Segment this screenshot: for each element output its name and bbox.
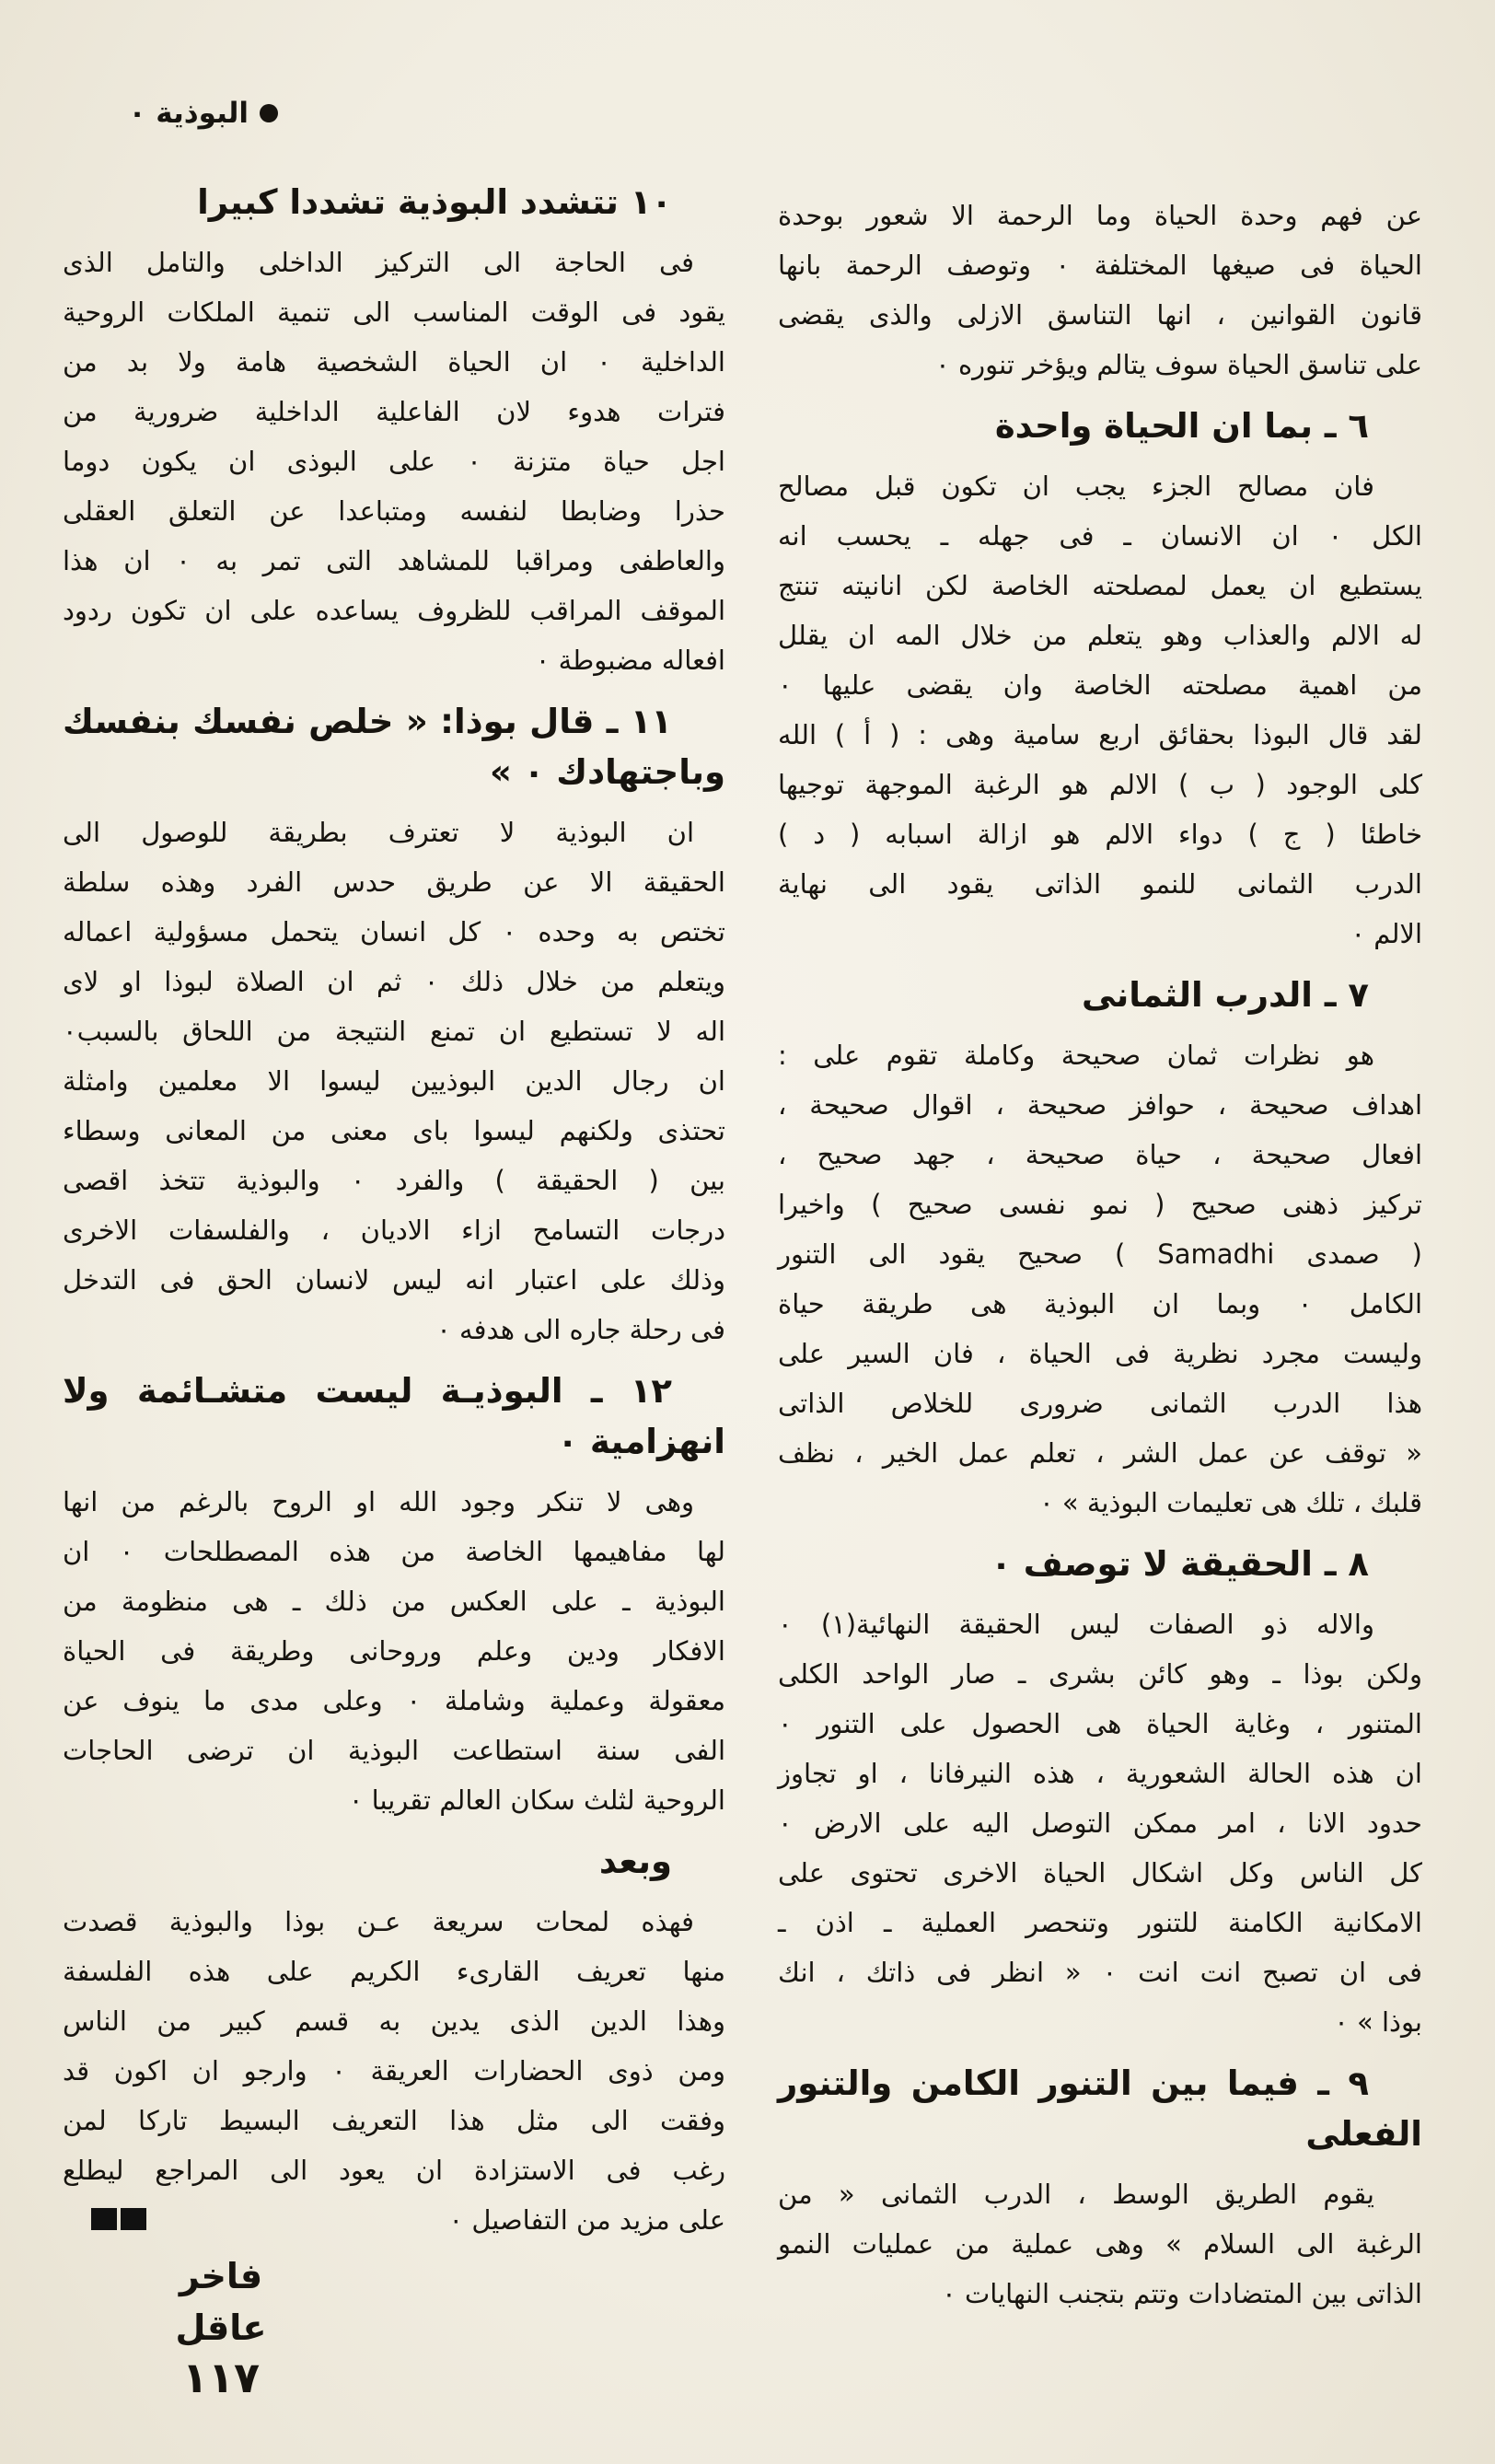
- paragraph: [778, 461, 1422, 959]
- text-line: هذا الدرب الثمانى ضرورى للخلاص الذاتى: [778, 1388, 1422, 1419]
- text-line: يقود فى الوقت المناسب الى تنمية الملكات الروحية: [63, 296, 725, 328]
- heading-line: ٧ ـ الدرب الثمانى: [1081, 974, 1369, 1015]
- heading-line: ٩ ـ فيما بين التنور الكامن والتنور: [778, 2063, 1369, 2103]
- text-line: بوذا » ٠: [1334, 2006, 1422, 2038]
- text-line: ويتعلم من خلال ذلك ٠ ثم ان الصلاة لبوذا او لاى: [63, 966, 725, 997]
- text-line: معقولة وعملية وشاملة ٠ وعلى مدى ما ينوف عن: [63, 1685, 725, 1716]
- section-heading: [778, 970, 1422, 1020]
- text-line: الامكانية الكامنة للتنور وتنحصر العملية ـ اذن ـ: [778, 1907, 1422, 1938]
- section-heading: [63, 1836, 725, 1887]
- text-line: يقوم الطريق الوسط ، الدرب الثمانى « من: [778, 2179, 1374, 2210]
- text-line: وهى لا تنكر وجود الله او الروح بالرغم من انها: [63, 1486, 694, 1517]
- text-line: الرغبة الى السلام » وهى عملية من عمليات النمو: [778, 2228, 1422, 2260]
- paragraph: [778, 2169, 1422, 2319]
- text-line: فى رحلة جاره الى هدفه ٠: [436, 1314, 725, 1345]
- section-heading: [63, 696, 725, 797]
- text-line: الموقف المراقب للظروف يساعده على ان تكون ردود: [63, 595, 725, 626]
- text-line: « توقف عن عمل الشر ، تعلم عمل الخير ، نظف: [778, 1437, 1422, 1469]
- heading-line: ١٢ ـ البوذيـة ليست متشـائمة ولا: [63, 1370, 672, 1411]
- text-line: ( صمدى Samadhi ) صحيح يقود الى التنور: [778, 1238, 1422, 1270]
- end-mark-icon: [91, 2208, 146, 2230]
- text-line: على تناسق الحياة سوف يتالم ويؤخر تنوره ٠: [935, 349, 1422, 380]
- text-line: رغب فى الاستزادة ان يعود الى المراجع ليطلع: [63, 2155, 725, 2186]
- text-line: كل الناس وكل اشكال الحياة الاخرى تحتوى على: [778, 1857, 1422, 1889]
- text-line: الافكار ودين وعلم وروحانى وطريقة فى الحياة: [63, 1635, 725, 1667]
- end-mark-square: [91, 2208, 117, 2230]
- section-heading: [63, 1366, 725, 1467]
- paragraph: [63, 808, 725, 1354]
- text-line: ان رجال الدين البوذيين ليسوا الا معلمين وامثلة: [63, 1065, 725, 1097]
- text-line: ومن ذوى الحضارات العريقة ٠ وارجو ان اكون قد: [63, 2055, 725, 2086]
- running-head: [85, 92, 278, 134]
- text-line: تختص به وحده ٠ كل انسان يتحمل مسؤولية اعماله: [63, 916, 725, 947]
- text-line: تركيز ذهنى صحيح ( نمو نفسى صحيح ) واخيرا: [778, 1189, 1422, 1220]
- text-line: من اهمية مصلحته الخاصة وان يقضى عليها ٠: [778, 669, 1422, 701]
- text-line: هو نظرات ثمان صحيحة وكاملة تقوم على :: [778, 1040, 1374, 1071]
- text-line: فترات هدوء لان الفاعلية الداخلية ضرورية من: [63, 396, 725, 427]
- heading-line: ٨ ـ الحقيقة لا توصف ٠: [991, 1543, 1369, 1584]
- text-line: ان هذه الحالة الشعورية ، هذه النيرفانا ، او تجاوز: [778, 1758, 1422, 1789]
- heading-line: الفعلى: [1305, 2113, 1422, 2154]
- text-line: منها تعريف القارىء الكريم على هذه الفلسفة: [63, 1956, 725, 1987]
- text-line: ولكن بوذا ـ وهو كائن بشرى ـ صار الواحد الكلى: [778, 1658, 1422, 1690]
- text-line: فهذه لمحات سريعة عـن بوذا والبوذية قصدت: [63, 1906, 694, 1937]
- left-column: [63, 166, 725, 2245]
- text-line: كلى الوجود ( ب ) الالم هو الرغبة الموجهة توجيها: [778, 769, 1422, 800]
- text-line: لها مفاهيمها الخاصة من هذه المصطلحات ٠ ان: [63, 1536, 725, 1567]
- page-number: ١١٧: [181, 2353, 261, 2402]
- paragraph: [778, 1030, 1422, 1528]
- author-signature: فاخر عاقل: [175, 2256, 267, 2348]
- paragraph: [778, 191, 1422, 389]
- end-mark-square: [121, 2208, 146, 2230]
- text-line: البوذية ـ على العكس من ذلك ـ هى منظومة من: [63, 1586, 725, 1617]
- section-heading: [778, 1539, 1422, 1589]
- text-line: خاطئا ( ج ) دواء الالم هو ازالة اسبابه ( د ): [778, 819, 1422, 850]
- section-heading: [63, 177, 725, 227]
- text-line: الكل ٠ ان الانسان ـ فى جهله ـ يحسب انه: [778, 520, 1422, 552]
- paragraph: [63, 1477, 725, 1825]
- text-line: الذاتى بين المتضادات وتتم بتجنب النهايات ٠: [942, 2278, 1422, 2309]
- paragraph: [778, 1599, 1422, 2047]
- text-line: افعال صحيحة ، حياة صحيحة ، جهد صحيح ،: [778, 1139, 1422, 1170]
- text-line: والاله ذو الصفات ليس الحقيقة النهائية(١) ٠: [778, 1609, 1374, 1640]
- heading-line: ١٠ تتشدد البوذية تشددا كبيرا: [197, 181, 672, 222]
- text-line: عن فهم وحدة الحياة وما الرحمة الا شعور بوحدة: [778, 200, 1422, 231]
- text-line: اهداف صحيحة ، حوافز صحيحة ، اقوال صحيحة ،: [778, 1089, 1422, 1121]
- section-heading: [778, 401, 1422, 451]
- text-line: الفى سنة استطاعت البوذية ان ترضى الحاجات: [63, 1735, 725, 1766]
- text-line: تحتذى ولكنهم ليسوا باى معنى من المعانى وسطاء: [63, 1115, 725, 1146]
- text-line: الدرب الثمانى للنمو الذاتى يقود الى نهاية: [778, 868, 1422, 900]
- heading-line: وباجتهادك ٠ »: [489, 751, 725, 792]
- heading-line: انهزامية ٠: [557, 1421, 725, 1461]
- text-line: المتنور ، وغاية الحياة هى الحصول على التنور ٠: [778, 1708, 1422, 1739]
- text-line: وليست مجرد نظرية فى الحياة ، فان السير على: [778, 1338, 1422, 1369]
- text-line: الروحية لثلث سكان العالم تقريبا ٠: [348, 1784, 725, 1816]
- right-column: [778, 191, 1422, 2319]
- text-line: له الالم والعذاب وهو يتعلم من خلال المه ان يقلل: [778, 620, 1422, 651]
- text-line: افعاله مضبوطة ٠: [535, 645, 725, 676]
- bullet-icon: [260, 104, 278, 122]
- text-line: اله لا تستطيع ان تمنع النتيجة من اللحاق بالسبب٠: [63, 1016, 725, 1047]
- text-line: يستطيع ان يعمل لمصلحته الخاصة لكن انانيته تنتج: [778, 570, 1422, 601]
- text-line: فى الحاجة الى التركيز الداخلى والتامل الذى: [63, 247, 694, 278]
- text-line: وهذا الدين الذى يدين به قسم كبير من الناس: [63, 2005, 725, 2037]
- section-heading: [778, 2058, 1422, 2159]
- text-line: الالم ٠: [1350, 918, 1422, 949]
- text-line: قلبك ، تلك هى تعليمات البوذية » ٠: [1039, 1487, 1422, 1518]
- text-line: فان مصالح الجزء يجب ان تكون قبل مصالح: [778, 471, 1374, 502]
- text-line: وفقت الى مثل هذا التعريف البسيط تاركا لمن: [63, 2105, 725, 2136]
- text-line: اجل حياة متزنة ٠ على البوذى ان يكون دوما: [63, 446, 725, 477]
- heading-line: ١١ ـ قال بوذا: « خلص نفسك بنفسك: [63, 701, 672, 741]
- text-line: ان البوذية لا تعترف بطريقة للوصول الى: [63, 817, 694, 848]
- text-line: والعاطفى ومراقبا للمشاهد التى تمر به ٠ ان هذا: [63, 545, 725, 576]
- text-line: حدود الانا ، امر ممكن التوصل اليه على الارض ٠: [778, 1807, 1422, 1839]
- paragraph: [63, 1897, 725, 2245]
- heading-line: ٦ ـ بما ان الحياة واحدة: [994, 405, 1369, 446]
- text-line: لقد قال البوذا بحقائق اربع سامية وهى : ( أ ) الله: [778, 719, 1422, 750]
- text-line: على مزيد من التفاصيل ٠: [448, 2204, 725, 2236]
- text-line: وذلك على اعتبار انه ليس لانسان الحق فى التدخل: [63, 1264, 725, 1296]
- text-line: درجات التسامح ازاء الاديان ، والفلسفات الاخرى: [63, 1215, 725, 1246]
- text-line: الداخلية ٠ ان الحياة الشخصية هامة ولا بد من: [63, 346, 725, 378]
- text-line: بين ( الحقيقة ) والفرد ٠ والبوذية تتخذ اقصى: [63, 1165, 725, 1196]
- heading-line: وبعد: [598, 1841, 672, 1881]
- text-line: قانون القوانين ، انها التناسق الازلى والذى يقضى: [778, 299, 1422, 331]
- running-head-title: البوذية ٠: [128, 97, 249, 130]
- text-line: فى ان تصبح انت انت ٠ « انظر فى ذاتك ، انك: [778, 1957, 1422, 1988]
- text-line: الحقيقة الا عن طريق حدس الفرد وهذه سلطة: [63, 866, 725, 898]
- text-line: الكامل ٠ وبما ان البوذية هى طريقة حياة: [778, 1288, 1422, 1319]
- text-line: الحياة فى صيغها المختلفة ٠ وتوصف الرحمة بانها: [778, 250, 1422, 281]
- text-line: حذرا وضابطا لنفسه ومتباعدا عن التعلق العقلى: [63, 495, 725, 527]
- paragraph: [63, 238, 725, 685]
